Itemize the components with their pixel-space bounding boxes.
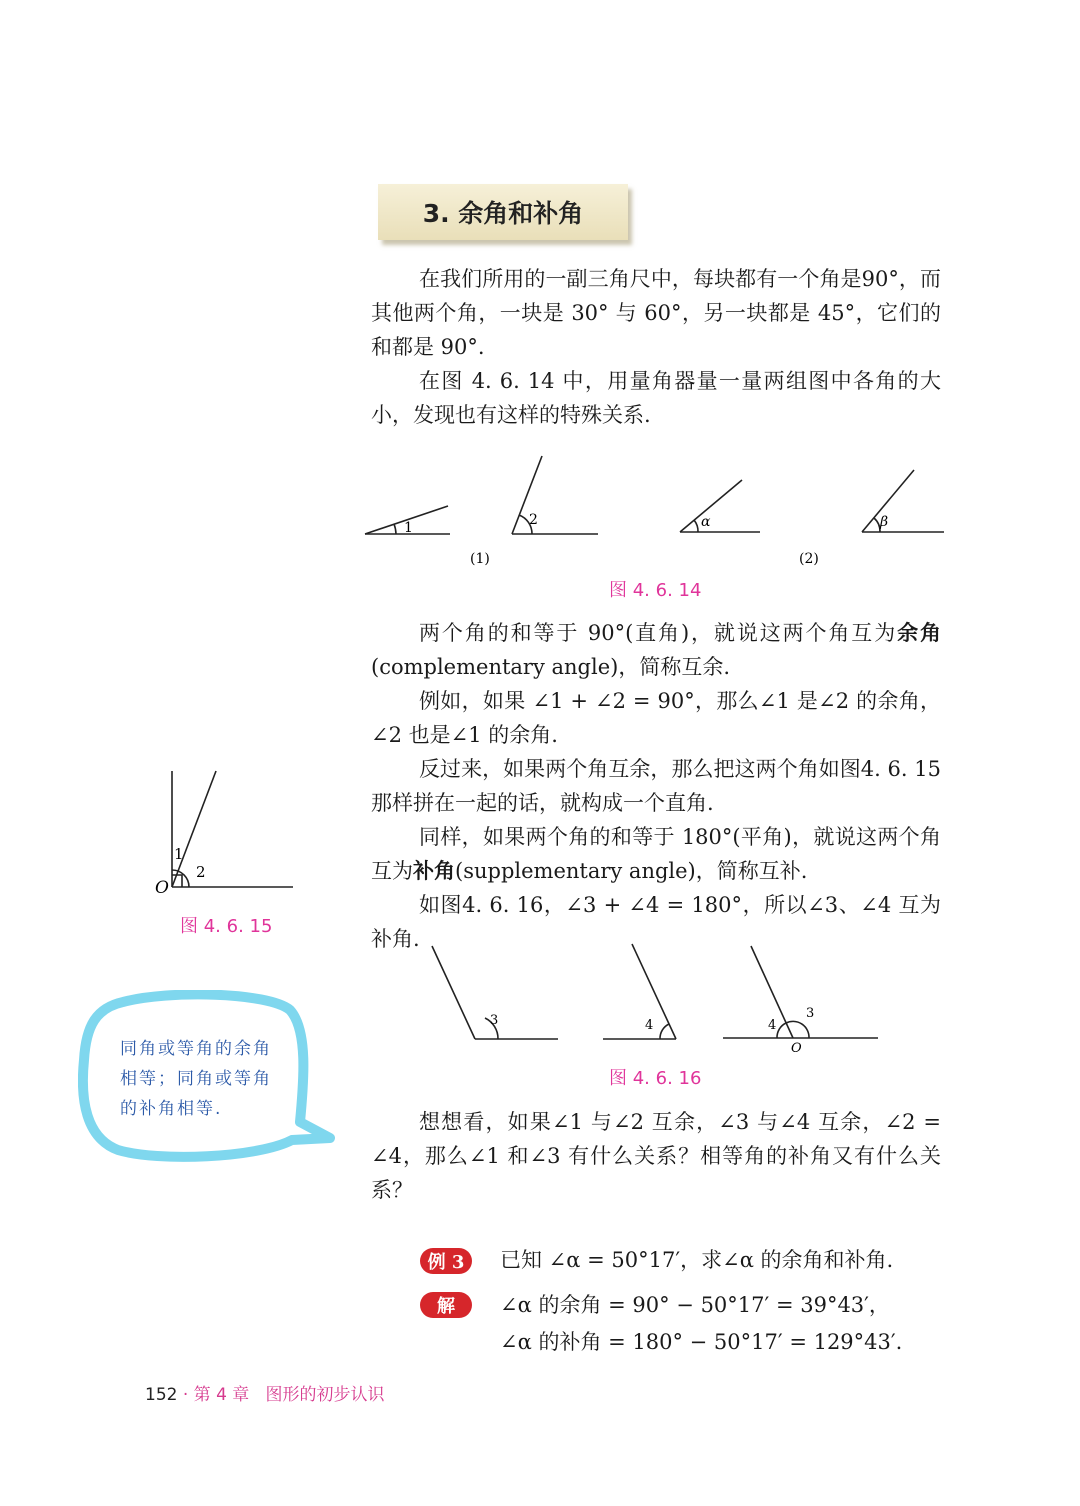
page-footer — [145, 1380, 385, 1405]
figure-4-6-16-caption: 图 4. 6. 16 — [609, 1068, 702, 1089]
fig15-label-o: O — [155, 878, 169, 898]
fig14-label-2: 2 — [529, 512, 538, 528]
figure-4-6-15 — [150, 765, 300, 900]
fig16-middle-label-4: 4 — [645, 1018, 654, 1033]
supplementary-text-b: (supplementary angle)，简称互补. — [455, 859, 808, 883]
section-title: 3. 余角和补角 — [422, 199, 584, 228]
supplementary-text-a: 同样，如果两个角的和等于 180°(平角)，就说这两个角互为 — [371, 825, 941, 883]
paragraph-figure-4-6-16: 如图4. 6. 16，∠3 + ∠4 = 180°，所以∠3、∠4 互为补角. — [371, 893, 941, 951]
page-number: 152 — [145, 1385, 178, 1405]
fig14-label-1: 1 — [404, 520, 413, 536]
paragraph-measure-angles: 在图 4. 6. 14 中，用量角器量一量两组图中各角的大小，发现也有这样的特殊关系. — [371, 369, 941, 427]
fig16-left-label-3: 3 — [490, 1013, 499, 1028]
solution-line-2: ∠α 的补角 = 180° − 50°17′ = 129°43′. — [500, 1330, 903, 1354]
complementary-term: 余角 — [897, 620, 942, 645]
fig14-sub-1: (1) — [470, 551, 490, 567]
figure-4-6-16 — [420, 938, 890, 1058]
solution-line-1: ∠α 的余角 = 90° − 50°17′ = 39°43′， — [500, 1293, 890, 1317]
paragraph-triangle-rulers: 在我们所用的一副三角尺中，每块都有一个角是90°，而其他两个角，一块是 30° 与 60°，另一块都是 45°，它们的和都是 90°. — [371, 267, 941, 359]
footer-separator: · — [177, 1385, 194, 1405]
fig15-label-1: 1 — [174, 845, 184, 863]
tip-bubble-text: 同角或等角的余角相等；同角或等角的补角相等. — [120, 1039, 272, 1119]
fig16-right-label-3: 3 — [806, 1006, 815, 1021]
paragraph-supplementary-definition — [371, 820, 941, 888]
figure-4-6-15-caption: 图 4. 6. 15 — [180, 916, 273, 937]
chapter-label: 第 4 章 — [193, 1385, 250, 1405]
fig16-right-label-4: 4 — [768, 1018, 777, 1033]
paragraph-converse: 反过来，如果两个角互余，那么把这两个角如图4. 6. 15 那样拼在一起的话，就构成一个直角. — [371, 757, 941, 815]
paragraph-example-complementary: 例如，如果 ∠1 + ∠2 = 90°，那么∠1 是∠2 的余角，∠2 也是∠1 的余角. — [371, 689, 941, 747]
solution-badge: 解 — [420, 1292, 472, 1318]
complementary-text-a: 两个角的和等于 90°(直角)，就说这两个角互为 — [419, 621, 898, 645]
fig16-label-o: O — [791, 1041, 802, 1056]
example-statement: 已知 ∠α = 50°17′，求∠α 的余角和补角. — [500, 1248, 894, 1272]
paragraph-complementary-definition — [371, 616, 941, 684]
fig14-label-beta: β — [880, 514, 889, 530]
section-title-box — [378, 184, 628, 240]
chapter-title: 图形的初步认识 — [265, 1385, 385, 1405]
figure-4-6-14-caption: 图 4. 6. 14 — [609, 580, 702, 601]
fig14-label-alpha: α — [701, 514, 711, 530]
complementary-text-b: (complementary angle)，简称互余. — [371, 655, 730, 679]
example-badge: 例 3 — [420, 1248, 472, 1274]
supplementary-term: 补角 — [413, 858, 455, 883]
fig14-sub-2: (2) — [799, 551, 819, 567]
paragraph-think-about: 想想看，如果∠1 与∠2 互余，∠3 与∠4 互余，∠2 = ∠4，那么∠1 和∠3 有什么关系？相等角的补角又有什么关系？ — [371, 1110, 941, 1202]
fig15-label-2: 2 — [196, 863, 206, 881]
figure-4-6-14 — [360, 448, 960, 573]
